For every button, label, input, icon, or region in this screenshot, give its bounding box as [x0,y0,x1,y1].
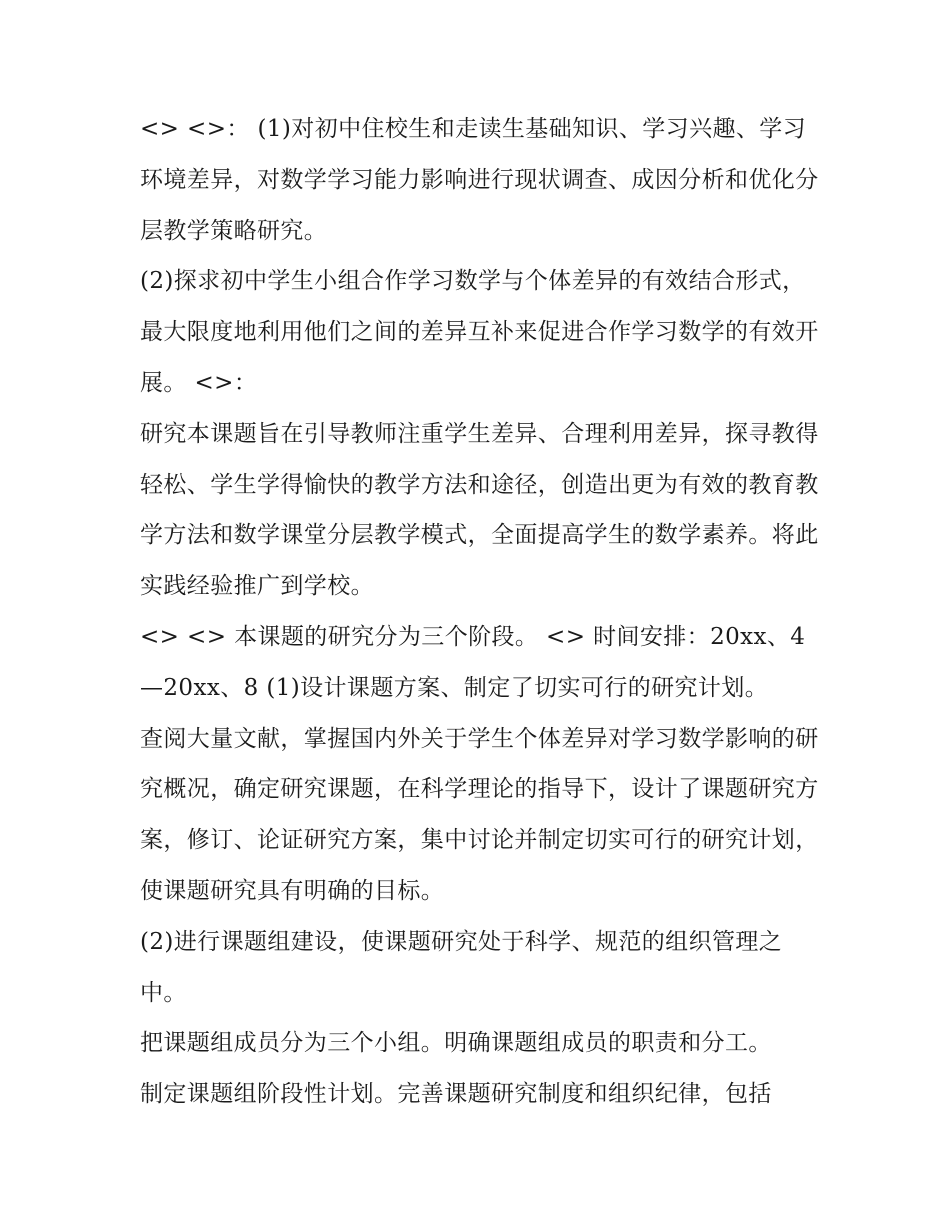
paragraph-group-division: 把课题组成员分为三个小组。明确课题组成员的职责和分工。 [140,1030,772,1057]
paragraph-research-goal: 研究本课题旨在引导教师注重学生差异、合理利用差异，探寻教得轻松、学生学得愉快的教学方法和途径，创造出更为有效的教育教学方法和数学课堂分层教学模式，全面提高学生的数学素养。将此实践经验推广到学校。 [140,420,819,600]
paragraph-stage-plan: 制定课题组阶段性计划。完善课题研究制度和组织纪律，包括 [140,1081,772,1108]
paragraph-research-stages: <> <> 本课题的研究分为三个阶段。 <> 时间安排：20xx、4—20xx、8 (1)设计课题方案、制定了切实可行的研究计划。 [140,623,806,701]
document-body [140,104,820,1120]
paragraph-group-building: (2)进行课题组建设，使课题研究处于科学、规范的组织管理之中。 [140,928,783,1006]
paragraph-literature-review: 查阅大量文献，掌握国内外关于学生个体差异对学习数学影响的研究概况，确定研究课题，在科学理论的指导下，设计了课题研究方案，修订、论证研究方案，集中讨论并制定切实可行的研究计划，使课题研究具有明确的目标。 [140,725,819,904]
paragraph-research-content-2: (2)探求初中学生小组合作学习数学与个体差异的有效结合形式，最大限度地利用他们之间的差异互补来促进合作学习数学的有效开展。 <>： [140,268,819,396]
paragraph-research-content-1: <> <>： (1)对初中住校生和走读生基础知识、学习兴趣、学习环境差异，对数学学习能力影响进行现状调查、成因分析和优化分层教学策略研究。 [140,116,819,244]
